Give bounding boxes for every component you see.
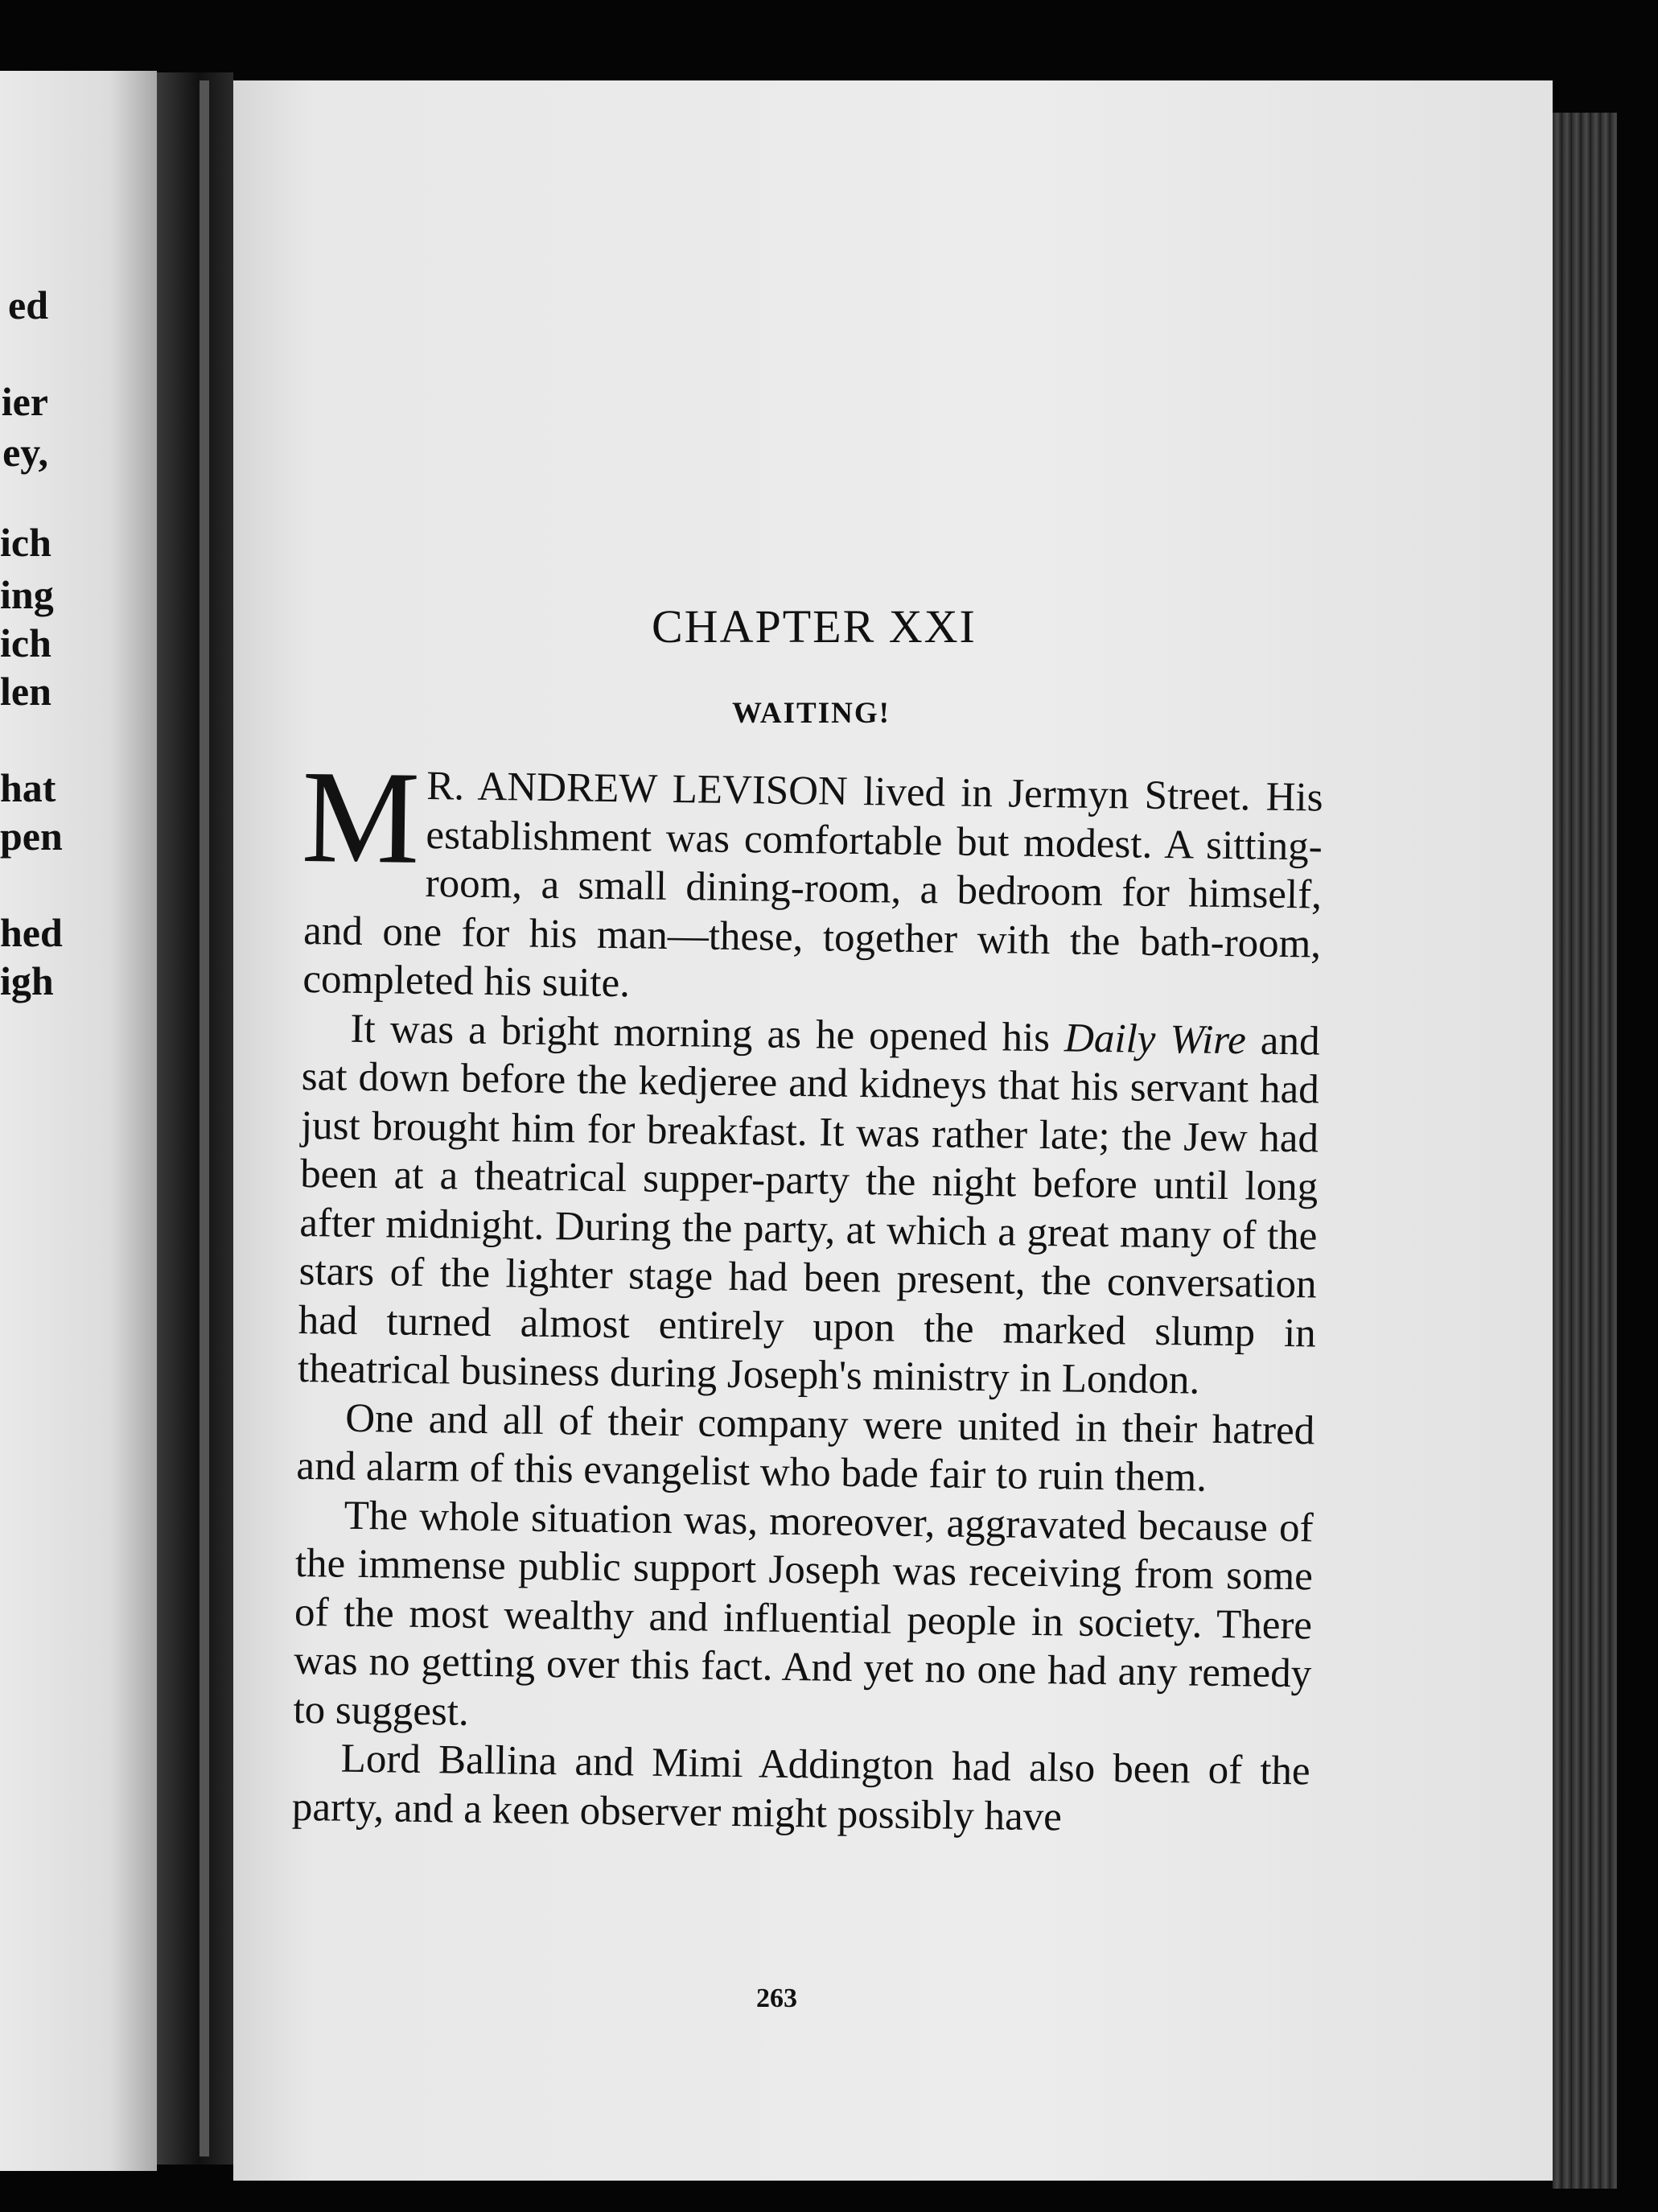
left-page-fragment: igh	[0, 958, 54, 1003]
page-edge	[1553, 113, 1617, 2189]
page-number: 263	[756, 1983, 797, 2013]
left-page-fragment: ed	[8, 282, 48, 327]
left-page-fragment: pen	[0, 814, 63, 859]
paragraph-4: The whole situation was, moreover, aggravated because of the immense public support Joseph was receiving from some of the most wealthy and influential people in society. There was no getting over this fact. And yet no one had any remedy to suggest.	[293, 1493, 1314, 1735]
left-page	[0, 71, 157, 2171]
paragraph-5: Lord Ballina and Mimi Addington had also been of the party, and a keen observer might possibly have	[291, 1736, 1311, 1839]
body-text	[291, 742, 1323, 1844]
paragraph-2-lead: It was a bright morning as he opened his	[350, 1006, 1065, 1061]
left-page-fragment: len	[0, 669, 51, 714]
chapter-subtitle: WAITING!	[732, 697, 891, 730]
left-page-fragment: hed	[0, 910, 63, 955]
newspaper-title: Daily Wire	[1064, 1015, 1247, 1063]
paragraph-1-text: ANDREW LEVISON lived in Jermyn Street. His establishment was comfortable but modest. A sitting-room, a small dining-room, a bedroom for himself, and one for his man—these, together with the bath-room, completed his suite.	[302, 764, 1323, 1007]
drop-cap: M	[300, 742, 421, 892]
left-page-fragment: hat	[0, 765, 56, 810]
left-page-fragment: ier	[1, 379, 48, 424]
left-page-fragment: ey,	[2, 430, 48, 475]
book-gutter	[157, 72, 233, 2165]
paragraph-2-text: and sat down before the kedjeree and kidneys that his servant had just brought him for breakfast. It was rather late; the Jew had been at a theatrical supper-party the night before until long after midnight. During the party, at which a great many of the stars of the lighter stage had been present, the conversation had turned almost entirely upon the marked slump in theatrical business during Joseph's ministry in London.	[297, 1017, 1320, 1403]
opening-cap: R.	[426, 763, 465, 809]
chapter-heading: CHAPTER XXI	[652, 600, 977, 653]
paragraph-1	[300, 742, 1323, 1017]
gutter-shadow	[200, 80, 209, 2156]
paragraph-3: One and all of their company were united in their hatred and alarm of this evangelist who bade fair to ruin them.	[296, 1395, 1315, 1501]
left-page-fragment: ing	[0, 572, 54, 617]
left-page-fragment: ich	[0, 620, 51, 665]
left-page-fragment: ich	[0, 520, 51, 565]
paragraph-2	[298, 1003, 1320, 1407]
